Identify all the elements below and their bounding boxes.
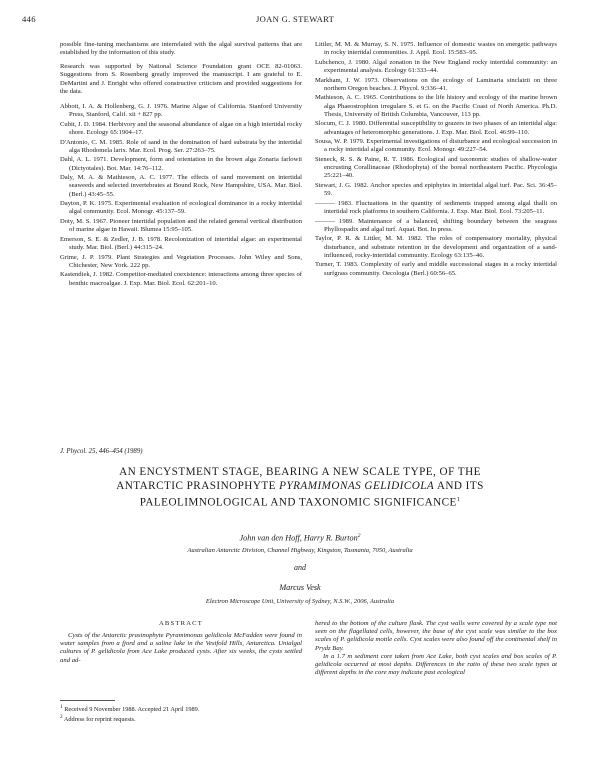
reference-list-left: [60, 103, 302, 288]
upper-left-column: [60, 41, 302, 289]
authors: John van den Hoff, Harry R. Burton$^2$: [239, 533, 361, 543]
reference-item: Cubit, J. D. 1984. Herbivory and the seasonal abundance of algae on a high intertidal rocky shore. Ecology 65:1904–17.: [60, 120, 302, 136]
footnote-rule: [60, 700, 115, 701]
title-species-name: PYRAMIMONAS GELIDICOLA: [279, 480, 435, 493]
reference-item: Sousa, W. P. 1979. Experimental investigations of disturbance and ecological succession in a rocky intertidal algal community. Ecol. Monogr. 49:227–54.: [315, 138, 557, 154]
reference-item: Mathieson, A. C. 1965. Contributions to the life history and ecology of the marine brown alga Phaeostrophion irregulare S. et G. on the Pacific Coast of North America. Ph.D. Thesis, University of British Columbia, Vancouver, 113 pp.: [315, 94, 557, 118]
footnote-reprints: $^2$ Address for reprint requests.: [60, 713, 136, 723]
reference-item: ——— 1989. Maintenance of a balanced, shifting boundary between the seagrass Phyllospadix and algal turf. Aquat. Bot. In press.: [315, 217, 557, 233]
author-footnote-mark: 2: [357, 533, 361, 539]
article-title: [40, 465, 560, 510]
reference-item: Emerson, S. E. & Zedler, J. B. 1978. Recolonization of intertidal algae: an experimental study. Mar. Biol. (Berl.) 44:315–24.: [60, 235, 302, 251]
reference-item: Turner, T. 1983. Complexity of early and middle successional stages in a rocky intertidal surfgrass community. Oecologia (Berl.) 60:56–65.: [315, 261, 557, 277]
page-number: 446: [22, 14, 36, 24]
upper-right-column: [315, 41, 557, 279]
affiliation-2: Electron Microscope Unit, University of Sydney, N.S.W., 2006, Australia: [205, 598, 395, 605]
footnote-received: $^1$ Received 9 November 1988. Accepted 21 April 1989.: [60, 704, 200, 714]
title-line-3: PALEOLIMNOLOGICAL AND TAXONOMIC SIGNIFICANCE$^1$: [139, 497, 461, 510]
acknowledgment: Research was supported by National Science Foundation grant OCE 82-01063. Suggestions from S. Rosenberg greatly improved the manuscript. I am grateful to E. DeMartini and J. Enright who offered constructive criticism and provided suggestions for the data.: [60, 63, 302, 95]
abstract-paragraph-left: Cysts of the Antarctic prasinophyte Pyramimonas gelidicola McFadden were found in water samples from a fjord and a saline lake in the Vestfold Hills, Antarctica. Unialgal cultures of P. gelidicola from Ace Lake produced cysts. After six weeks, the cysts settled and ad-: [60, 632, 302, 664]
reference-item: D'Antonio, C. M. 1985. Role of sand in the domination of hard substrata by the intertidal alga Rhodomela larix. Mar. Ecol. Prog. Ser. 27:263–75.: [60, 138, 302, 154]
reference-item: Lubchenco, J. 1980. Algal zonation in the New England rocky intertidal community: an experimental analysis. Ecology 61:333–44.: [315, 58, 557, 74]
abstract-heading: ABSTRACT: [158, 620, 204, 627]
footnotes: [60, 704, 302, 724]
affiliation-1: Australian Antarctic Division, Channel Highway, Kingston, Tasmania, 7050, Australia: [187, 547, 413, 554]
reference-item: Dahl, A. L. 1971. Development, form and orientation in the brown alga Zonaria farlowii (Dictyotales). Bot. Mar. 14:76–112.: [60, 156, 302, 172]
reference-item: ——— 1983. Fluctuations in the quantity of sediments trapped among algal thalli on intertidal rock platforms in southern California. J. Exp. Mar. Biol. Ecol. 73:205–11.: [315, 199, 557, 215]
reference-item: Daly, M. A. & Mathieson, A. C. 1977. The effects of sand movement on intertidal seaweeds and selected invertebrates at Bound Rock, New Hampshire, USA. Mar. Biol. (Berl.) 43:45–55.: [60, 174, 302, 198]
reference-item: Kastendiek, J. 1982. Competitor-mediated coexistence: interactions among three species of benthic macroalgae. J. Exp. Mar. Biol. Ecol. 62:201–10.: [60, 271, 302, 287]
title-line-2: ANTARCTIC PRASINOPHYTE PYRAMIMONAS GELIDICOLA AND ITS: [116, 480, 484, 493]
reference-item: Dayton, P. K. 1975. Experimental evaluation of ecological dominance in a rocky intertidal algal community. Ecol. Monogr. 45:137–59.: [60, 200, 302, 216]
reference-item: Taylor, P. R. & Littler, M. M. 1982. The roles of compensatory mortality, physical disturbance, and substrate retention in the development and organization of a sand-influenced, rocky-intertidal community. Ecology 63:135–46.: [315, 235, 557, 259]
journal-citation: J. Phycol. 25, 446–454 (1989): [60, 448, 143, 455]
intro-paragraph: possible fine-tuning mechanisms are interrelated with the algal survival patterns that are established by the information of this study.: [60, 41, 302, 57]
abstract-left: [60, 632, 302, 665]
reference-item: Doty, M. S. 1967. Pioneer intertidal population and the related general vertical distribution of marine algae in Hawaii. Blumea 15:95–105.: [60, 217, 302, 234]
reference-item: Markham, J. W. 1973. Observations on the ecology of Laminaria sinclairii on three northern Oregon beaches. J. Phycol. 9:336–41.: [315, 76, 557, 92]
reference-item: Stewart, J. G. 1982. Anchor species and epiphytes in intertidal algal turf. Pac. Sci. 36:45–59.: [315, 182, 557, 198]
running-head: JOAN G. STEWART: [256, 14, 335, 24]
reference-item: Abbott, I. A. & Hollenberg, G. J. 1976. Marine Algae of California. Stanford University Press, Stanford, Calif. xii + 827 pp.: [60, 102, 302, 119]
reference-item: Steneck, R. S. & Paine, R. T. 1986. Ecological and taxonomic studies of shallow-water encrusting Corallinaceae (Rhodophyta) of the boreal northeastern Pacific. Phycologia 25:221–40.: [315, 156, 557, 180]
title-line-1: AN ENCYSTMENT STAGE, BEARING A NEW SCALE TYPE, OF THE: [119, 466, 481, 478]
abstract-paragraph-right-1: hered to the bottom of the culture flask. The cyst walls were covered by a scale type not seen on the flagellated cells, however, the base of the cyst scale was similar to the box scales of P. gelidicola motile cells. Cyst scales were also found off the continental shelf in Prydz Bay.: [315, 620, 557, 652]
reference-item: Slocum, C. J. 1980. Differential susceptibility to grazers in two phases of an intertidal alga: advantages of heteromorphic generations. J. Exp. Mar. Biol. Ecol. 46:99–110.: [315, 120, 557, 136]
author-3: Marcus Vesk: [279, 583, 321, 592]
abstract-right: [315, 620, 557, 677]
and-separator: and: [294, 563, 306, 572]
abstract-paragraph-right-2: In a 1.7 m sediment core taken from Ace Lake, both cyst scales and box scales of P. gelidicola occurred at most depths. Differences in the ratio of these two scale types at different depths in the core may indicate past ecological: [315, 652, 557, 677]
title-footnote-mark: 1: [456, 497, 461, 504]
reference-item: Grime, J. P. 1979. Plant Strategies and Vegetation Processes. John Wiley and Sons, Chichester, New York. 222 pp.: [60, 253, 302, 269]
reference-item: Littler, M. M. & Murray, S. N. 1975. Influence of domestic wastes on energetic pathways in rocky intertidal communities. J. Appl. Ecol. 15:583–95.: [315, 41, 557, 57]
